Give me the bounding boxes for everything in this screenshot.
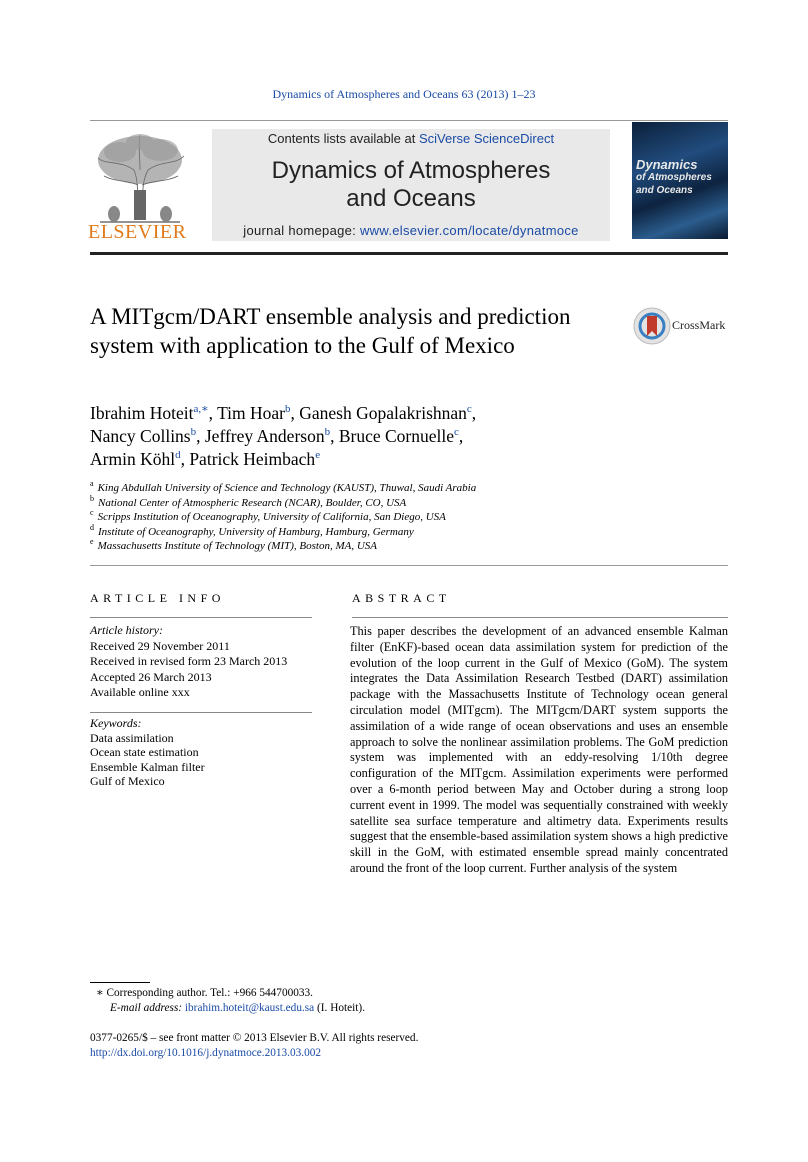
author-affiliation-marker[interactable]: b bbox=[324, 426, 331, 439]
email-line bbox=[96, 1001, 696, 1016]
cover-title bbox=[636, 158, 726, 197]
footnote-rule bbox=[90, 982, 150, 983]
abstract-heading: ABSTRACT bbox=[352, 591, 451, 605]
author-affiliation-marker[interactable]: c bbox=[466, 403, 472, 416]
author-affiliation-marker[interactable]: d bbox=[175, 449, 181, 462]
author-affiliation-marker[interactable]: b bbox=[284, 403, 291, 416]
affiliation-marker: e bbox=[90, 537, 94, 547]
affiliation bbox=[90, 522, 690, 540]
author-affiliation-marker[interactable]: a,∗ bbox=[193, 403, 209, 416]
affiliation bbox=[90, 510, 690, 525]
cover-title-line1: Dynamics bbox=[636, 157, 698, 172]
affiliation-list bbox=[90, 481, 690, 554]
contents-availability bbox=[212, 131, 610, 146]
author bbox=[299, 403, 476, 423]
author-list bbox=[90, 402, 650, 471]
cover-title-line2: of Atmospheres bbox=[636, 172, 712, 183]
keyword: Gulf of Mexico bbox=[90, 774, 165, 788]
author-separator: , bbox=[471, 403, 477, 423]
header-thick-rule bbox=[90, 252, 728, 255]
email-link[interactable]: ibrahim.hoteit@kaust.edu.sa bbox=[184, 1002, 315, 1014]
author bbox=[90, 403, 217, 423]
affiliation-marker: d bbox=[90, 522, 94, 532]
article-info-rule bbox=[90, 617, 312, 618]
author-name: Tim Hoar bbox=[217, 403, 285, 423]
author-name: Armin Köhl bbox=[90, 449, 176, 469]
article-info-heading: ARTICLE INFO bbox=[90, 591, 225, 605]
corresponding-author: ∗ Corresponding author. Tel.: +966 544700033. bbox=[96, 987, 314, 999]
revised-date: Received in revised form 23 March 2013 bbox=[90, 654, 288, 668]
keyword: Data assimilation bbox=[90, 730, 174, 745]
author-name: Nancy Collins bbox=[90, 426, 191, 446]
affiliation bbox=[90, 493, 690, 511]
affiliation-text: National Center of Atmospheric Research (NCAR), Boulder, CO, USA bbox=[98, 496, 407, 509]
affiliation-text: Massachusetts Institute of Technology (MIT), Boston, MA, USA bbox=[97, 540, 378, 552]
author-separator: , bbox=[458, 426, 464, 446]
homepage-prefix: journal homepage: bbox=[243, 223, 360, 238]
author-name: Bruce Cornuelle bbox=[338, 426, 455, 446]
article-history bbox=[90, 623, 312, 701]
journal-title-line1: Dynamics of Atmospheres bbox=[271, 157, 551, 184]
affiliation-text: Institute of Oceanography, University of Hamburg, Hamburg, Germany bbox=[98, 525, 414, 538]
accepted-date: Accepted 26 March 2013 bbox=[90, 669, 212, 684]
affiliation-marker: a bbox=[90, 479, 94, 489]
author bbox=[339, 426, 463, 446]
header-rule bbox=[90, 120, 728, 121]
keyword: Ensemble Kalman filter bbox=[90, 759, 205, 774]
abstract-rule bbox=[352, 617, 728, 618]
footnote bbox=[96, 986, 696, 1016]
copyright-line: 0377-0265/$ – see front matter © 2013 Elsevier B.V. All rights reserved. bbox=[90, 1032, 419, 1044]
sciencedirect-link[interactable]: SciVerse ScienceDirect bbox=[418, 131, 555, 146]
affiliation bbox=[90, 539, 690, 554]
author-separator: , bbox=[290, 403, 300, 423]
section-rule bbox=[90, 565, 728, 566]
author-name: Patrick Heimbach bbox=[189, 449, 316, 469]
author-name: Ganesh Gopalakrishnan bbox=[299, 403, 467, 423]
email-label: E-mail address: bbox=[110, 1002, 185, 1014]
author bbox=[189, 449, 320, 469]
keywords-rule bbox=[90, 712, 312, 713]
author bbox=[90, 426, 205, 446]
affiliation-marker: b bbox=[90, 493, 94, 503]
abstract-body bbox=[350, 624, 728, 877]
author bbox=[217, 403, 299, 423]
received-date: Received 29 November 2011 bbox=[90, 638, 230, 653]
elsevier-wordmark: ELSEVIER bbox=[88, 221, 187, 243]
author-affiliation-marker[interactable]: e bbox=[315, 449, 321, 462]
online-date: Available online xxx bbox=[90, 685, 190, 699]
journal-title-line2: and Oceans bbox=[346, 185, 476, 212]
author-affiliation-marker[interactable]: b bbox=[190, 426, 197, 439]
author bbox=[205, 426, 339, 446]
copyright-block bbox=[90, 1031, 690, 1061]
keywords-label: Keywords: bbox=[90, 716, 142, 730]
affiliation-marker: c bbox=[90, 508, 94, 518]
keywords-block bbox=[90, 716, 312, 789]
author-name: Jeffrey Anderson bbox=[204, 426, 325, 446]
history-label: Article history: bbox=[90, 623, 163, 637]
author-affiliation-marker[interactable]: c bbox=[454, 426, 459, 439]
crossmark-label[interactable]: CrossMark bbox=[672, 318, 726, 332]
affiliation bbox=[90, 481, 690, 496]
author-separator: , bbox=[180, 449, 190, 469]
affiliation-text: King Abdullah University of Science and Technology (KAUST), Thuwal, Saudi Arabia bbox=[97, 482, 477, 494]
keyword: Ocean state estimation bbox=[90, 745, 199, 759]
author-separator: , bbox=[330, 426, 339, 446]
contents-prefix: Contents lists available at bbox=[267, 131, 419, 146]
journal-title bbox=[212, 157, 610, 213]
journal-homepage bbox=[212, 223, 610, 238]
cover-title-line3: and Oceans bbox=[636, 185, 693, 196]
author-separator: , bbox=[196, 426, 205, 446]
author-name: Ibrahim Hoteit bbox=[90, 403, 194, 423]
email-suffix: (I. Hoteit). bbox=[314, 1002, 366, 1014]
journal-citation-link[interactable]: Dynamics of Atmospheres and Oceans 63 (2013) 1–23 bbox=[272, 87, 536, 101]
abstract-text: This paper describes the development of an advanced ensemble Kalman filter (EnKF)-based ocean data assimilation system for prediction of the evolution of the loop current in the Gulf of Mexico (GoM). The system integrates the Data Assimilation Research Testbed (DART) assimilation package with the Massachusetts Institute of Technology ocean general circulation model (MITgcm). The MITgcm/DART system supports the assimilation of a wide range of ocean observations and uses an ensemble approach to solve the nonlinear assimilation problems. The GoM prediction system was implemented with an eddy-resolving 1/10th degree configuration of the MITgcm. Assimilation experiments were performed over a 6-month period between May and October during a strong loop current event in 1999. The model was sequentially constrained with weekly satellite sea surface temperature and altimetry data. Experiments results suggest that the ensemble-based assimilation system shows a high predictive skill in the GoM, with estimated ensemble spread mainly concentrated around the front of the loop current. Further analysis of the system bbox=[350, 624, 728, 875]
author bbox=[90, 449, 189, 469]
author-separator: , bbox=[208, 403, 218, 423]
article-title: A MITgcm/DART ensemble analysis and prediction system with application to the Gulf of Mexico bbox=[90, 304, 571, 358]
homepage-link[interactable]: www.elsevier.com/locate/dynatmoce bbox=[359, 223, 579, 238]
affiliation-text: Scripps Institution of Oceanography, University of California, San Diego, USA bbox=[97, 511, 446, 523]
doi-link[interactable]: http://dx.doi.org/10.1016/j.dynatmoce.2013.03.002 bbox=[90, 1047, 322, 1059]
